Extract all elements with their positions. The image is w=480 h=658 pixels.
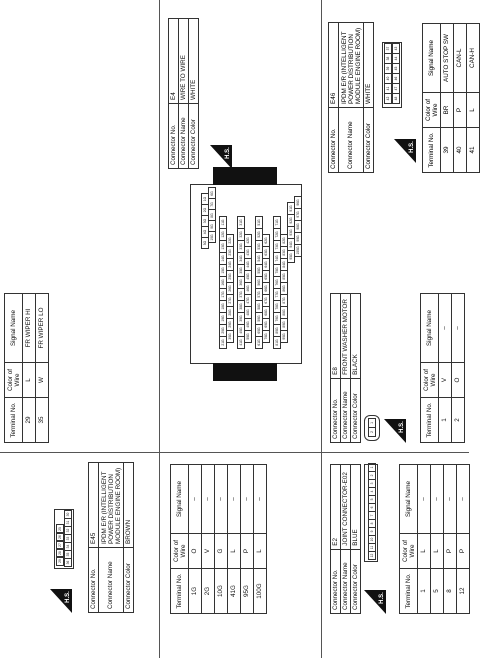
pin: 32: [64, 526, 72, 535]
connector-no: E45: [89, 463, 99, 548]
pin: 63G: [262, 246, 270, 259]
pin: 33G: [237, 240, 245, 253]
table-row: [467, 24, 480, 173]
label: Connector No.: [331, 549, 341, 613]
table-row: [189, 465, 202, 614]
horizontal-divider-top: [159, 0, 160, 658]
pin: 44: [392, 53, 400, 64]
label: Connector Color: [189, 104, 199, 169]
cell: –: [189, 465, 202, 534]
e4-pin-grid: [191, 185, 301, 363]
pin: 22G: [226, 234, 234, 247]
pin: 79G: [273, 312, 281, 325]
pin: 10G: [208, 232, 216, 244]
cell: –: [254, 465, 267, 534]
pin: 77G: [273, 288, 281, 301]
pin: 14G: [219, 252, 227, 265]
pin: 45G: [244, 270, 252, 283]
pin: 4G: [201, 226, 209, 238]
pin: 29: [56, 556, 64, 566]
connector-e46-info: [328, 22, 374, 173]
pin: 62G: [262, 234, 270, 247]
pin: 59G: [255, 312, 263, 325]
cell: 41: [467, 128, 480, 173]
pin: 85G: [280, 270, 288, 283]
cell: 1: [439, 398, 452, 443]
label: Connector Color: [124, 548, 134, 613]
cell: 29: [23, 398, 36, 443]
pin: 58G: [255, 300, 263, 313]
cell: L: [431, 534, 444, 569]
cell: W: [36, 363, 49, 398]
connector-e4-signal-table: [170, 464, 267, 614]
pin: 40: [384, 73, 392, 84]
pin: 8: [368, 519, 376, 528]
pin: 9: [368, 527, 376, 536]
pin: 42: [384, 93, 392, 104]
pin: 2: [368, 471, 376, 480]
cell: V: [202, 534, 215, 569]
svg-text:H.S.: H.S.: [65, 591, 71, 603]
pin: 51G: [255, 216, 263, 229]
connector-e46-area: [322, 0, 476, 658]
connector-e4-info: [168, 18, 199, 169]
pin: 9G: [208, 221, 216, 233]
cell: L: [418, 534, 431, 569]
connector-name: FRONT WASHER MOTOR: [341, 294, 351, 379]
pin: 26G: [226, 282, 234, 295]
pin: 69G: [262, 318, 270, 331]
connector-e4-face: [190, 184, 302, 364]
label: Connector No.: [89, 548, 99, 613]
pin: 31: [64, 518, 72, 527]
pin: 47: [392, 83, 400, 94]
connector-latch: [213, 363, 277, 381]
pin: 72G: [273, 228, 281, 241]
pin: 66G: [262, 282, 270, 295]
pin: 7G: [208, 199, 216, 211]
cell: 40: [454, 128, 467, 173]
pin: 41: [384, 83, 392, 94]
cell: O: [452, 363, 465, 398]
cell: G: [215, 534, 228, 569]
connector-e45-info-panel: [4, 458, 154, 613]
pin: 50G: [244, 330, 252, 343]
pin: 86G: [280, 282, 288, 295]
header-terminal: Terminal No.: [400, 569, 418, 614]
header-terminal: Terminal No.: [171, 569, 189, 614]
pin: 8G: [208, 210, 216, 222]
pin: 3G: [201, 215, 209, 227]
cell: L: [228, 534, 241, 569]
pin: 88G: [280, 306, 288, 319]
pin: 15G: [219, 264, 227, 277]
cell: 1G: [189, 569, 202, 614]
connector-color: BROWN: [124, 463, 134, 548]
pin: 74G: [273, 252, 281, 265]
pin: 75G: [273, 264, 281, 277]
header-color: Color of Wire: [171, 534, 189, 569]
pin: 60G: [255, 324, 263, 337]
pin: 82G: [280, 234, 288, 247]
pin: 35G: [237, 264, 245, 277]
pin: 27: [56, 540, 64, 550]
label: Connector Color: [351, 378, 361, 442]
connector-no: E4: [169, 19, 179, 104]
pin: 39G: [237, 312, 245, 325]
pin: 1: [368, 418, 376, 428]
connector-no: E8: [331, 294, 341, 379]
cell: 35: [36, 398, 49, 443]
connector-name: IPDM E/R (INTELLIGENT POWER DISTRIBUTION MODULE ENGINE ROOM): [339, 23, 364, 108]
pin: 95G: [287, 250, 295, 263]
pin: 56G: [255, 276, 263, 289]
pin: 98G: [294, 220, 302, 233]
pin: 68G: [262, 306, 270, 319]
pin: 38: [384, 53, 392, 64]
connector-name: WIRE TO WIRE: [179, 19, 189, 104]
pin: 25G: [226, 270, 234, 283]
pin: 89G: [280, 318, 288, 331]
header-signal: Signal Name: [421, 294, 439, 363]
cell: 8: [444, 569, 457, 614]
pin: 31G: [237, 216, 245, 229]
pin: 18G: [219, 300, 227, 313]
header-terminal: Terminal No.: [5, 398, 23, 443]
pin: 2: [368, 427, 376, 437]
cell: CAN-H: [467, 24, 480, 93]
pin: 7: [368, 511, 376, 520]
pin: 20G: [219, 324, 227, 337]
connector-name: JOINT CONNECTOR-E02: [341, 465, 351, 550]
connector-color: BLACK: [351, 294, 361, 379]
pin: 12G: [219, 228, 227, 241]
pin: 55G: [255, 264, 263, 277]
pin: 25: [56, 524, 64, 534]
pin: 35: [64, 550, 72, 559]
cell: –: [457, 465, 470, 534]
pin: 23G: [226, 246, 234, 259]
label: Connector No.: [329, 108, 339, 173]
label: Connector Color: [351, 549, 361, 613]
pin: 87G: [280, 294, 288, 307]
pin: 24G: [226, 258, 234, 271]
pin: 92G: [287, 214, 295, 227]
pin: 19G: [219, 312, 227, 325]
connector-e45-info: [88, 462, 134, 613]
label: Connector No.: [169, 104, 179, 169]
pin: 94G: [287, 238, 295, 251]
pin: 44G: [244, 258, 252, 271]
table-row: [254, 465, 267, 614]
connector-no: E2: [331, 465, 341, 550]
cell: 1: [418, 569, 431, 614]
label: Connector Name: [341, 378, 351, 442]
cell: 12: [457, 569, 470, 614]
pin: 80G: [273, 324, 281, 337]
pin: 57G: [255, 288, 263, 301]
pin: 29G: [226, 318, 234, 331]
pin: 13G: [219, 240, 227, 253]
pin: 47G: [244, 294, 252, 307]
cell: 39: [441, 128, 454, 173]
header-signal: Signal Name: [171, 465, 189, 534]
label: Connector Name: [339, 108, 364, 173]
pin: 91G: [287, 202, 295, 215]
pin: 100G: [294, 244, 302, 257]
pin: 1: [368, 463, 376, 472]
pin: 37: [384, 43, 392, 54]
pin: 5: [368, 495, 376, 504]
pin: 97G: [294, 208, 302, 221]
connector-color: BLUE: [351, 465, 361, 550]
cell: 41G: [228, 569, 241, 614]
pin: 48G: [244, 306, 252, 319]
cell: BR: [441, 93, 454, 128]
table-row: [441, 24, 454, 173]
label: Connector Name: [179, 104, 189, 169]
connector-no: E46: [329, 23, 339, 108]
cell: 100G: [254, 569, 267, 614]
cell: FR WIPER LO: [36, 294, 49, 363]
pin: 96G: [294, 196, 302, 209]
pin: 61G: [255, 336, 263, 349]
cell: L: [467, 93, 480, 128]
connector-e46-panel: [4, 618, 154, 658]
pin: 45: [392, 63, 400, 74]
pin: 10: [368, 535, 376, 544]
pin: 5G: [201, 237, 209, 249]
cell: L: [23, 363, 36, 398]
pin: 38G: [237, 300, 245, 313]
pin: 73G: [273, 240, 281, 253]
cell: P: [444, 534, 457, 569]
connector-color: WHITE: [189, 19, 199, 104]
pin: 64G: [262, 258, 270, 271]
svg-text:H.S.: H.S.: [399, 421, 405, 433]
cell: P: [241, 534, 254, 569]
connector-name: IPDM E/R (INTELLIGENT POWER DISTRIBUTION MODULE ENGINE ROOM): [99, 463, 124, 548]
cell: –: [228, 465, 241, 534]
cell: AUTO STOP SW: [441, 24, 454, 93]
cell: –: [444, 465, 457, 534]
pin: 4: [368, 487, 376, 496]
header-color: Color of Wire: [423, 93, 441, 128]
cell: –: [215, 465, 228, 534]
pin: 42G: [244, 234, 252, 247]
pin: 46: [392, 73, 400, 84]
pin: 52G: [255, 228, 263, 241]
cell: –: [431, 465, 444, 534]
header-terminal: Terminal No.: [423, 128, 441, 173]
cell: CAN-L: [454, 24, 467, 93]
pin: 1G: [201, 193, 209, 205]
pin: 53G: [255, 240, 263, 253]
pin: 12: [368, 551, 376, 560]
pin: 11: [368, 543, 376, 552]
cell: 5: [431, 569, 444, 614]
pin: 33: [64, 534, 72, 543]
connector-e4-panel: [168, 14, 318, 614]
cell: –: [202, 465, 215, 534]
cell: –: [241, 465, 254, 534]
hs-icon: [394, 141, 416, 163]
pin: 90G: [280, 330, 288, 343]
pin: 37G: [237, 288, 245, 301]
pin: 6: [368, 503, 376, 512]
pin: 34G: [237, 252, 245, 265]
cell: 2: [452, 398, 465, 443]
header-signal: Signal Name: [5, 294, 23, 363]
pin: 27G: [226, 294, 234, 307]
connector-e45-face: [54, 509, 74, 569]
pin: 21G: [219, 336, 227, 349]
table-row: [228, 465, 241, 614]
table-row: [215, 465, 228, 614]
pin: 81G: [273, 336, 281, 349]
header-color: Color of Wire: [5, 363, 23, 398]
pin: 93G: [287, 226, 295, 239]
pin: 99G: [294, 232, 302, 245]
hs-icon: [210, 147, 232, 169]
svg-text:H.S.: H.S.: [409, 141, 415, 153]
connector-e46-signal-panel: [4, 283, 154, 443]
cell: 10G: [215, 569, 228, 614]
pin: 70G: [262, 330, 270, 343]
pin: 30: [64, 510, 72, 519]
connector-e46-face: [382, 42, 402, 108]
cell: P: [457, 534, 470, 569]
pin: 34: [64, 542, 72, 551]
cell: –: [452, 294, 465, 363]
cell: L: [254, 534, 267, 569]
pin: 71G: [273, 216, 281, 229]
pin: 36G: [237, 276, 245, 289]
header-color: Color of Wire: [400, 534, 418, 569]
cell: P: [454, 93, 467, 128]
pin: 26: [56, 532, 64, 542]
pin: 39: [384, 63, 392, 74]
cell: V: [439, 363, 452, 398]
pin: 48: [392, 93, 400, 104]
connector-latch: [213, 167, 277, 185]
pin: 6G: [208, 188, 216, 200]
pin: 83G: [280, 246, 288, 259]
pin: 3: [368, 479, 376, 488]
pin: 43: [392, 43, 400, 54]
pin: 84G: [280, 258, 288, 271]
header-color: Color of Wire: [421, 363, 439, 398]
pin: 32G: [237, 228, 245, 241]
connector-color: WHITE: [364, 23, 374, 108]
label: Connector Color: [364, 108, 374, 173]
svg-text:H.S.: H.S.: [225, 147, 231, 159]
pin: 78G: [273, 300, 281, 313]
pin: 65G: [262, 270, 270, 283]
label: Connector Name: [99, 548, 124, 613]
pin: 30G: [226, 330, 234, 343]
cell: FR WIPER HI: [23, 294, 36, 363]
cell: –: [418, 465, 431, 534]
cell: O: [189, 534, 202, 569]
pin: 28: [56, 548, 64, 558]
table-row: [454, 24, 467, 173]
cell: 2G: [202, 569, 215, 614]
cell: 95G: [241, 569, 254, 614]
pin: 49G: [244, 318, 252, 331]
pin: 11G: [219, 216, 227, 229]
cell: –: [439, 294, 452, 363]
pin: 41G: [237, 336, 245, 349]
pin: 40G: [237, 324, 245, 337]
header-signal: Signal Name: [423, 24, 441, 93]
header-terminal: Terminal No.: [421, 398, 439, 443]
table-row: [202, 465, 215, 614]
pin: 17G: [219, 288, 227, 301]
pin: 16G: [219, 276, 227, 289]
pin: 36: [64, 558, 72, 567]
label: Connector No.: [331, 378, 341, 442]
pin: 43G: [244, 246, 252, 259]
table-row: [241, 465, 254, 614]
hs-icon: [50, 591, 72, 613]
pin: 67G: [262, 294, 270, 307]
header-signal: Signal Name: [400, 465, 418, 534]
pin: 2G: [201, 204, 209, 216]
label: Connector Name: [341, 549, 351, 613]
pin: 54G: [255, 252, 263, 265]
connector-e46-signal-table: [422, 23, 480, 173]
pin: 76G: [273, 276, 281, 289]
svg-text:H.S.: H.S.: [379, 592, 385, 604]
pin: 28G: [226, 306, 234, 319]
pin: 46G: [244, 282, 252, 295]
